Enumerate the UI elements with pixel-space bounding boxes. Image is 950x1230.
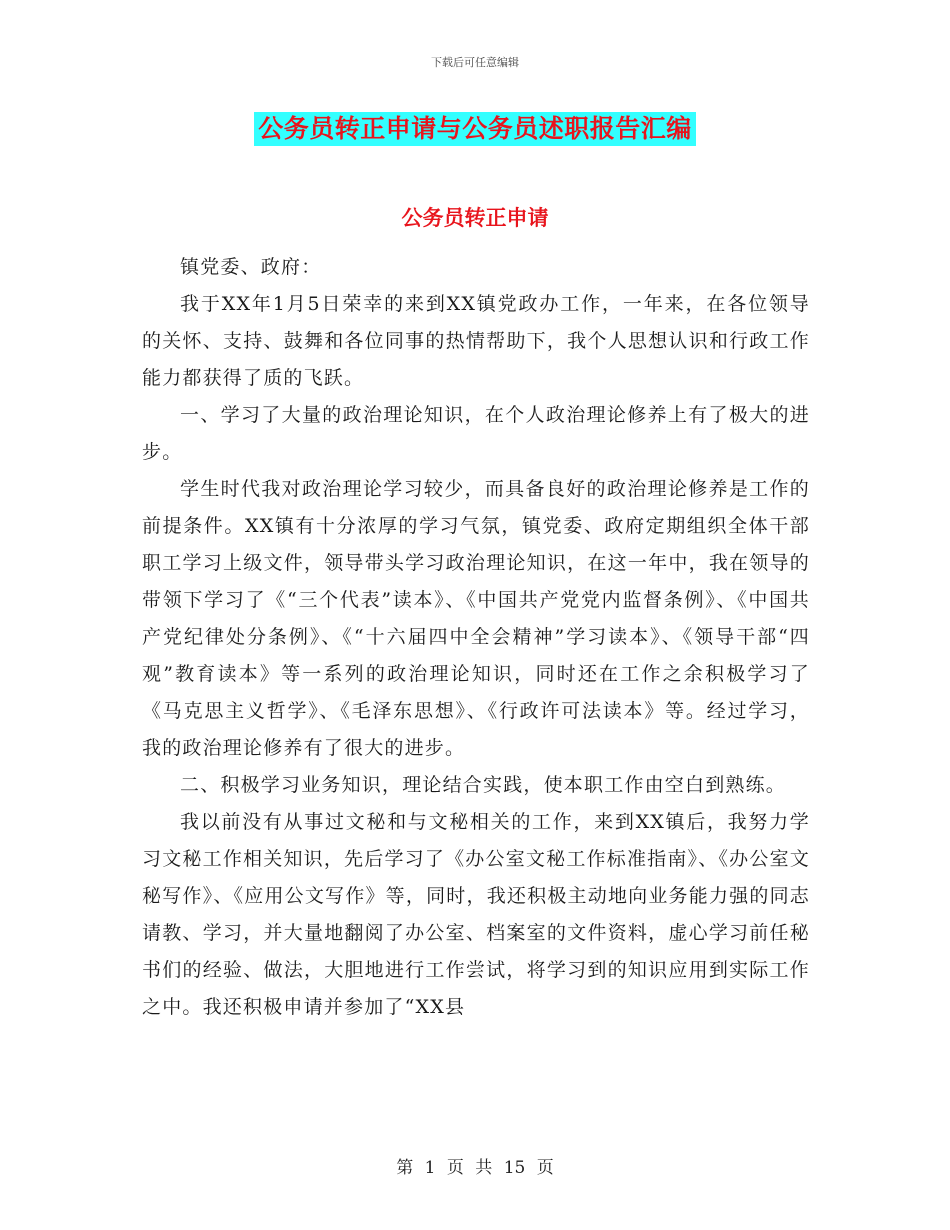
paragraph: 我以前没有从事过文秘和与文秘相关的工作，来到XX镇后，我努力学习文秘工作相关知识，先后学习了《办公室文秘工作标准指南》、《办公室文秘写作》、《应用公文写作》等，同时，我还积极主动地向业务能力强的同志请教、学习，并大量地翻阅了办公室、档案室的文件资料，虚心学习前任秘书们的经验、做法，大胆地进行工作尝试，将学习到的知识应用到实际工作之中。我还积极申请并参加了“XX县 [142, 811, 810, 1018]
page-header-note: 下载后可任意编辑 [431, 56, 519, 69]
paragraph: 学生时代我对政治理论学习较少，而具备良好的政治理论修养是工作的前提条件。XX镇有十分浓厚的学习气氛，镇党委、政府定期组织全体干部职工学习上级文件，领导带头学习政治理论知识，在这一年中，我在领导的带领下学习了《“三个代表”读本》、《中国共产党党内监督条例》、《中国共产党纪律处分条例》、《“十六届四中全会精神”学习读本》、《领导干部“四观”教育读本》等一系列的政治理论知识，同时还在工作之余积极学习了《马克思主义哲学》、《毛泽东思想》、《行政许可法读本》等。经过学习，我的政治理论修养有了很大的进步。 [142, 478, 810, 759]
document-body [142, 249, 810, 1026]
document-main-title: 公务员转正申请与公务员述职报告汇编 [254, 112, 696, 146]
paragraph-heading-1: 一、学习了大量的政治理论知识，在个人政治理论修养上有了极大的进步。 [142, 404, 810, 463]
section-title: 公务员转正申请 [401, 206, 549, 230]
paragraph-heading-2: 二、积极学习业务知识，理论结合实践，使本职工作由空白到熟练。 [180, 774, 787, 796]
paragraph: 我于XX年1月5日荣幸的来到XX镇党政办工作，一年来，在各位领导的关怀、支持、鼓舞和各位同事的热情帮助下，我个人思想认识和行政工作能力都获得了质的飞跃。 [142, 293, 810, 389]
main-title-container [0, 112, 950, 146]
page-number: 第 1 页 共 15 页 [396, 1158, 554, 1178]
paragraph-salutation: 镇党委、政府： [180, 256, 322, 278]
